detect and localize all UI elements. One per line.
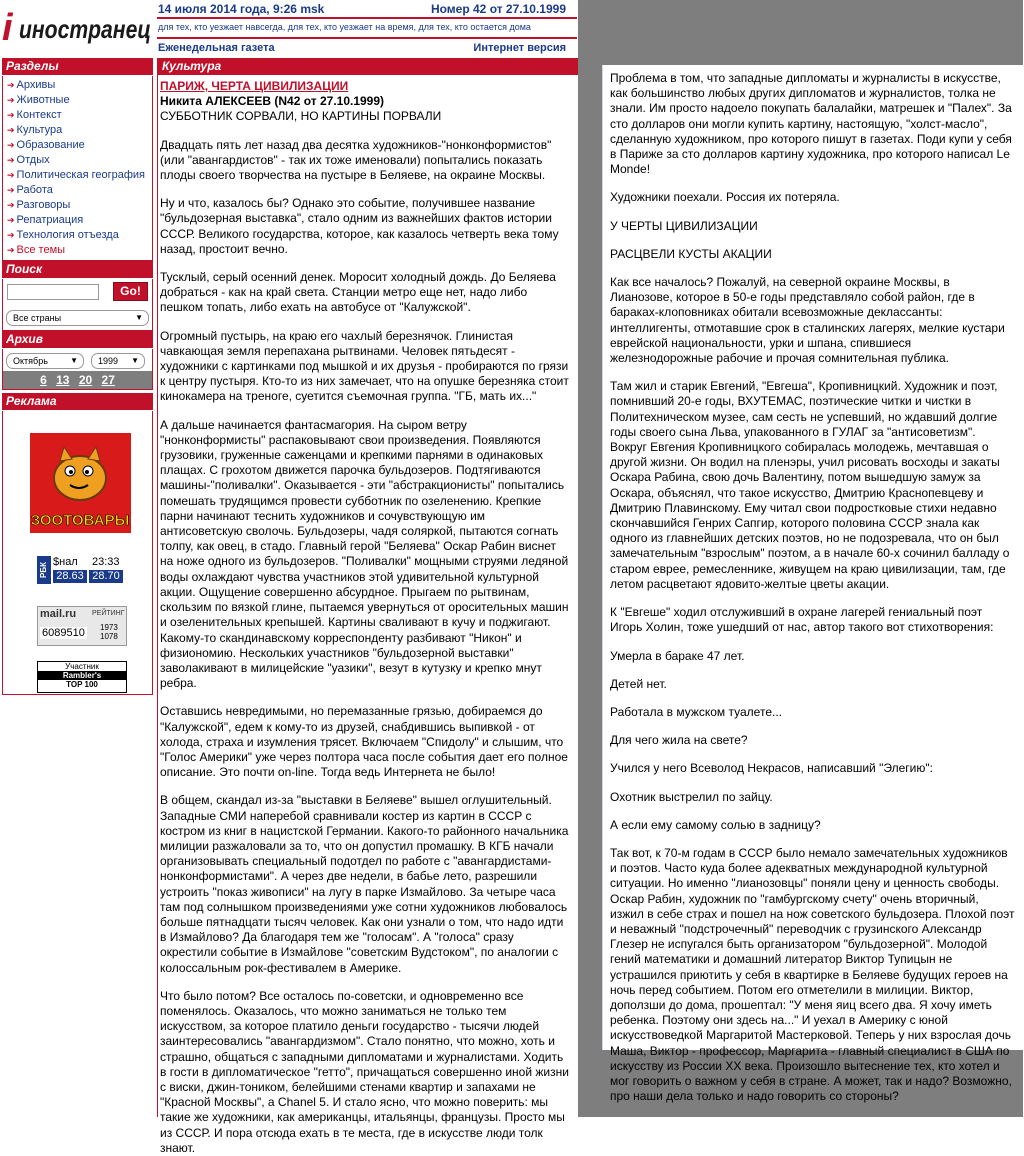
article-section-header: Культура <box>158 58 578 75</box>
mailru-logo: mail.ru <box>40 608 77 620</box>
country-select-row <box>3 308 152 330</box>
ads-header: Реклама <box>2 393 153 411</box>
sidebar-item-rest[interactable]: ➔ Отдых <box>7 154 50 166</box>
sidebar <box>2 58 153 695</box>
arrow-icon: ➔ <box>7 80 15 90</box>
article-paragraph: Что было потом? Все осталось по-советски, и одновременно все поменялось. Оказалось, что можно заниматься не только тем искусством, за которое платило деньги государство - тысячи людей заинтересовались "авангардизмом". Стало понятно, что можно, хоть и страшно, общаться с западными дипломатами и журналистами. Ходить в гости в дипломатическое "гетто", причащаться совершенно иной жизни с виски, джин-тоником, белейшими стенами квартир и запахами не "Красной Москвы", а Chanel 5. И стало ясно, что можно поверить: мы такие же художники, как американцы, итальянцы, французы. Просто мы из СССР. И пора отсюда ехать в те места, где в искусстве люди толк знают. <box>160 988 569 1155</box>
continued-article <box>602 65 1024 1104</box>
year-select[interactable]: 1999 ▼ <box>91 353 145 369</box>
article-title[interactable]: ПАРИЖ, ЧЕРТА ЦИВИЛИЗАЦИИ <box>160 79 349 93</box>
sidebar-item-all-topics[interactable]: ➔ Все темы <box>7 244 66 256</box>
archive-day-link[interactable]: 27 <box>101 373 115 387</box>
ads-box <box>2 411 153 695</box>
search-header: Поиск <box>2 261 153 279</box>
continued-text <box>603 65 1015 1104</box>
rambler-line1: Участник <box>65 662 99 671</box>
header-tagline: для тех, кто уезжает навсегда, для тех, кто уезжает на время, для тех, кто остается дома <box>158 22 531 32</box>
header-weekly: Еженедельная газета <box>158 42 275 54</box>
rbk-logo: РБК <box>37 556 51 584</box>
article-head <box>160 79 570 125</box>
arrow-icon: ➔ <box>7 155 15 165</box>
article-paragraph: Огромный пустырь, на краю его чахлый березнячок. Глинистая чавкающая земля перепахана рытвинами. Человек пятьдесят - художники с картинками под мышкой и их друзья - пробираются по грязи к центру пустыря. Кто-то из них замечает, что на опушке березняка стоит кинокамера на треноге, суетится съемочная группа. "ГБ, мать их..." <box>160 328 569 404</box>
continued-paragraph: Учился у него Всеволод Некрасов, написавший "Элегию": <box>610 761 933 776</box>
month-select[interactable]: Октябрь ▼ <box>6 353 84 369</box>
continued-paragraph: Для чего жила на свете? <box>610 733 748 748</box>
sidebar-item-repatriation[interactable]: ➔ Репатриация <box>7 214 84 226</box>
arrow-icon: ➔ <box>7 245 15 255</box>
article-paragraph: Оставшись невредимыми, но перемазанные грязью, добираемся до "Калужской", едем к кому-то из друзей, снабдившись выпивкой - от холода, страха и изумления трясет. Включаем "Спидолу" и слышим, что "Голос Америки" уже через полтора часа после события дает его полное описание. Это почти on-line. Тогда ведь Интернета не было! <box>160 704 568 780</box>
article-subtitle: СУББОТНИК СОРВАЛИ, НО КАРТИНЫ ПОРВАЛИ <box>160 109 442 124</box>
archive-day-link[interactable]: 20 <box>78 373 93 387</box>
sidebar-item-context[interactable]: ➔ Контекст <box>7 109 62 121</box>
continued-paragraph: Как все началось? Пожалуй, на северной окраине Москвы, в Лианозове, которое в 50-е годы представляло собой район, где в бараках-клоповниках обитали всевозможные деклассанты: интеллигенты, отмотавшие срок в сталинских лагерях, мелкие кустари еврейской национальности, урки и шпана, спившиеся железнодорожные рабочие и прочая сомнительная публика. <box>610 275 1005 366</box>
header-issue: Номер 42 от 27.10.1999 <box>430 2 566 16</box>
mailru-stat-b: 1078 <box>100 632 118 641</box>
chevron-down-icon: ▼ <box>135 313 143 322</box>
archive-header: Архив <box>2 331 153 349</box>
sidebar-item-culture[interactable]: ➔ Культура <box>7 124 63 136</box>
sidebar-item-education[interactable]: ➔ Образование <box>7 139 85 151</box>
archive-days <box>3 371 152 389</box>
article-paragraph: А дальше начинается фантасмагория. На сыром ветру "нонконформисты" распаковывают свои произведения. Появляются грузовики, груженные саженцами и крепкими парнями в одинаковых плащах. С грохотом движется парочка бульдозеров. Подтягиваются машины-"поливалки". Оказывается - эти "абстракционисты" попытались помешать трудящимся провести субботник по озеленению. Крепкие парни начинают теснить художников и сочувствующую им антисоветскую сволочь. Бульдозеры, чадя соляркой, пытаются согнать толпу, как овец, в стадо. Главный герой "Беляева" Оскар Рабин виснет на ноже одного из бульдозеров. "Поливалки" мощными струями ледяной воды охлаждают чувства участников этой удивительной культурной акции. Ощущение совершенно абсурдное. Прыгаем по рытвинам, скользим по вязкой глине, пытаемся увернуться от оросительных машин и озеленительных крепышей. Картины сваливают в кучу и поджигают. Какому-то скандинавскому корреспонденту разбивают "Никон" и физиономию. Нескольких участников "бульдозерной выставки" заволакивают в милицейские "уазики", везут в кутузку и крепко мнут ребра. <box>160 417 569 691</box>
arrow-icon: ➔ <box>7 110 15 120</box>
continued-paragraph: Так вот, к 70-м годам в СССР было немало замечательных художников и поэтов. Часто куда более адекватных международной культурной ситуации. Но именно "лианозовцы" поняли цену и ценность свободы. Оскар Рабин, художник по "гамбургскому счету" очень вторичный, изжил в себе страх и пошел на нож советского бульдозера. Плохой поэт и неважный "подстрочечный" переводчик с грузинского Александр Глезер не испугался быть организатором "бульдозерной". Молодой гений математики и домашний литератор Виктор Тупицын не устрашился приютить у себя в квартирке в Беляеве будущих героев на ночь перед событием. Потом его отметелили в милиции. Виктор, доползши до дома, прошептал: "У меня яиц всего два. Я хочу иметь ребенка. Поэтому они здесь на..." И уехал в Америку с юной искусствоведкой Маргаритой Мастерковой. Теперь у них взрослая дочь Маша, Виктор - профессор, Маргарита - главный специалист в США по искусству из России XX века. Произошло вытеснение тех, кто хотел и мог говорить о важном у себя в стране. А может, так и надо? Возможно, про наши дела только и надо говорить со стороны? <box>610 845 1015 1104</box>
archive-selects <box>3 349 152 371</box>
zootovary-banner[interactable] <box>30 433 131 533</box>
header-divider <box>157 37 577 39</box>
sidebar-item-departure-tech[interactable]: ➔ Технология отъезда <box>7 229 119 241</box>
arrow-icon: ➔ <box>7 170 15 180</box>
rbk-usd-label: $нал <box>53 556 78 568</box>
country-select[interactable]: Все страны ▼ <box>6 310 149 326</box>
article <box>158 75 578 1156</box>
sections-nav <box>3 76 152 260</box>
archive-day-link[interactable]: 13 <box>56 373 70 387</box>
sidebar-item-animals[interactable]: ➔ Животные <box>7 94 70 106</box>
go-button[interactable]: Go! <box>113 282 148 301</box>
svg-text:ЗООТОВАРЫ: ЗООТОВАРЫ <box>30 512 130 529</box>
header-date: 14 июля 2014 года, 9:26 msk <box>158 2 325 16</box>
arrow-icon: ➔ <box>7 215 15 225</box>
arrow-icon: ➔ <box>7 185 15 195</box>
rambler-line2: Rambler's <box>38 671 126 680</box>
continued-paragraph: К "Евгеше" ходил отслуживший в охране лагерей гениальный поэт Игорь Холин, тоже ушедший от нас, автор такого вот стихотворения: <box>610 605 994 635</box>
archive-day-link[interactable]: 6 <box>40 373 47 387</box>
svg-text:i: i <box>2 7 13 49</box>
sections-header: Разделы <box>2 58 153 76</box>
rambler-line3: TOP 100 <box>66 680 98 689</box>
continued-paragraph: Там жил и старик Евгений, "Евгеша", Кропивницкий. Художник и поэт, помнивший 20-е годы, ВХУТЕМАС, поэтические читки и чистки в Политехническом музее, сам сесть не успевший, но ждавший долгие годы своего сына Льва, упакованного в ГУЛАГ за "антисоветизм". Вокруг Евгения Кропивницкого собиралась молодежь, мечтавшая о другой жизни. Он водил на пленэры, учил рисовать восходы и закаты Оскара Рабина, свою дочь Валентину, потом вышедшую замуж за Оскара, объяснял, что такое искусство, Дмитрию Краснопевцеву и Дмитрию Плавинскому. Ему читал свои подростковые стихи недавно скончавшийся Генрих Сапгир, которого половина СССР знала как одного из главнейших детских поэтов, но не подозревала, что он был замечательным "взрослым" поэтом, а в начале 60-х сочинил балладу о старом еврее, ремесленнике, живущем на краю цивилизации, там, где летом расцветают ядовито-желтые цветы акации. <box>610 379 1010 591</box>
archive-box <box>2 349 153 390</box>
page-right <box>578 0 1023 1117</box>
sidebar-item-political-geography[interactable]: ➔ Политическая география <box>7 169 146 181</box>
continued-paragraph: А если ему самому солью в задницу? <box>610 817 821 832</box>
right-gray-band <box>578 0 1023 65</box>
search-input[interactable] <box>7 284 99 300</box>
mailru-rating-widget[interactable] <box>37 606 127 646</box>
arrow-icon: ➔ <box>7 95 15 105</box>
article-paragraph: Ну и что, казалось бы? Однако это событие, получившее название "бульдозерная выставка", стало одним из важнейших фактов истории СССР. Великого государства, которое, как казалось четверть века тому назад, простоит вечно. <box>160 196 559 256</box>
chevron-down-icon: ▼ <box>131 356 139 365</box>
rbk-widget[interactable] <box>37 556 125 584</box>
arrow-icon: ➔ <box>7 140 15 150</box>
site-logo[interactable] <box>2 0 153 52</box>
search-box <box>2 279 153 331</box>
sections-box <box>2 76 153 261</box>
continued-paragraph: У ЧЕРТЫ ЦИВИЛИЗАЦИИ <box>610 218 758 233</box>
article-author: Никита АЛЕКСЕЕВ (N42 от 27.10.1999) <box>160 94 385 109</box>
continued-paragraph: РАСЦВЕЛИ КУСТЫ АКАЦИИ <box>610 246 772 261</box>
sidebar-item-work[interactable]: ➔ Работа <box>7 184 53 196</box>
arrow-icon: ➔ <box>7 125 15 135</box>
rambler-top100-widget[interactable] <box>37 661 127 693</box>
continued-paragraph: Проблема в том, что западные дипломаты и журналисты в искусстве, как большинство любых других дипломатов и журналистов, толка не знали. Им просто надоело покупать балалайки, матрешек и "Палех". За сто долларов они могли купить картину, настоящую, "холст-масло", сделанную художником, про которого пишут в газетах. Поди купи у себя в Париже за сто долларов картину художника, про которого написал Le Monde! <box>610 71 1012 177</box>
continued-paragraph: Детей нет. <box>610 676 667 691</box>
continued-paragraph: Работала в мужском туалете... <box>610 704 782 719</box>
header-internet-version: Интернет версия <box>473 42 566 54</box>
mailru-stat-a: 1973 <box>100 623 118 632</box>
svg-text:иностранец: иностранец <box>19 14 151 44</box>
rbk-buy: 28.63 <box>53 570 87 583</box>
article-paragraph: Двадцать пять лет назад два десятка художников-"нонконформистов" (или "авангардистов" - так их тоже именовали) попытались показать плоды своего творчества на пустыре в Беляеве, на окраине Москвы. <box>160 137 552 183</box>
mailru-rating-label: РЕЙТИНГ <box>92 610 125 617</box>
article-paragraph: Тусклый, серый осенний денек. Моросит холодный дождь. До Беляева добраться - как на край света. Станции метро еще нет, надо либо пешком топать, либо ехать на автобусе от "Калужской". <box>160 270 556 315</box>
article-column <box>157 58 579 1155</box>
chevron-down-icon: ▼ <box>70 356 78 365</box>
header-divider <box>157 17 577 19</box>
sidebar-item-archives[interactable]: ➔ Архивы <box>7 79 56 91</box>
arrow-icon: ➔ <box>7 200 15 210</box>
rbk-time: 23:33 <box>92 556 120 568</box>
search-row <box>3 279 152 308</box>
continued-paragraph: Охотник выстрелил по зайцу. <box>610 789 773 804</box>
continued-paragraph: Умерла в бараке 47 лет. <box>610 648 745 663</box>
sidebar-item-conversations[interactable]: ➔ Разговоры <box>7 199 71 211</box>
mailru-count: 6089510 <box>42 627 85 639</box>
rbk-sell: 28.70 <box>89 570 123 583</box>
continued-paragraph: Художники поехали. Россия их потеряла. <box>610 190 840 205</box>
article-paragraph: В общем, скандал из-за "выставки в Беляеве" вышел оглушительный. Западные СМИ наперебой сравнивали костер из картин в СССР с костром из книг в нацистской Германии. Какого-то районного начальника милиции разжаловали за то, что он допустил промашку. В КГБ начали организовывать специальный подотдел по работе с "авангардистами-нонконформистами". А через две недели, в бабье лето, разрешили устроить "показ живописи" на лугу в парке Измайлово. За четыре часа там под солнышком произведениями уже сотни художников любовалось больше пятнадцати тысяч человек. Как они узнали о том, что надо идти в Измайлово? Да благодаря тем же "голосам". А "голоса" сразу окрестили событие в Измайлове "советским Вудстоком", по аналогии с колоссальным рок-фестивалем в Америке. <box>160 793 569 975</box>
arrow-icon: ➔ <box>7 230 15 240</box>
